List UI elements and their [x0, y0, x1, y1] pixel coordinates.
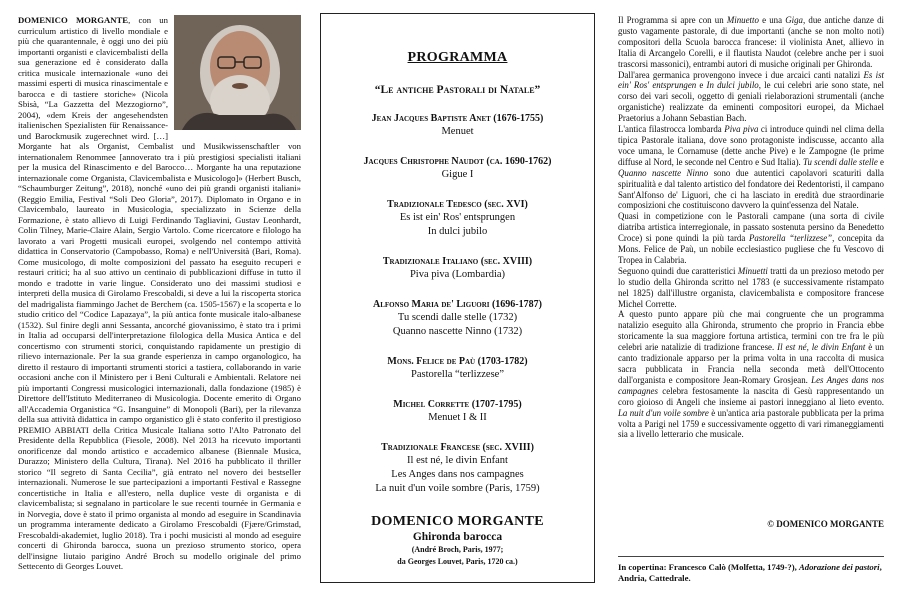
cover-caption: [618, 562, 884, 584]
work-title: La nuit d'un voile sombre (Paris, 1759): [375, 483, 540, 494]
divider-line: [618, 556, 884, 557]
work-title: Piva piva (Lombardia): [409, 269, 506, 280]
programme-box: [320, 13, 595, 583]
performer-portrait: [174, 15, 301, 130]
work-title: Es ist ein' Ros' entsprungen: [399, 212, 516, 223]
composer-name: Alfonso Maria de' Liguori (1696-1787): [373, 299, 542, 310]
notes-text: , concepita da Mons. Felice de Paù, un nobile ecclesiastico pugliese che fu Vescovo di Tropea in Calabria.: [618, 233, 884, 265]
instrument-note: da Georges Louvet, Paris, 1720 ca.): [397, 557, 518, 566]
notes-italic: Minuetto: [726, 15, 759, 25]
copyright-notice: © DOMENICO MORGANTE: [767, 519, 884, 529]
notes-paragraph: [618, 211, 884, 266]
programme-item: [321, 441, 594, 496]
notes-text: , due antiche danze di gusto vagamente pastorale, di due importanti (anche se non molto noti) compositori della Scuola barocca francese: il violinista Anet, allievo in Italia di Arcangelo Corelli, e il flautista Naudot (celebre anche per i suoi trascorsi massonici), entrambi autori di musiche originali per Ghironda.: [618, 15, 884, 69]
notes-text: e: [696, 80, 707, 91]
biography-body: , con un curriculum artistico di livello mondiale e più che quarantennale, è oggi uno dei più importanti organisti e clavicembalisti della sua generazione ed è considerato dalla critica musicale internazionale «uno dei massimi esperti di musica rinascimentale e barocca e di tastiere storiche» (Nicola Sbisà, “La Gazzetta del Mezzogiorno”, 2004), «dem Kreis der angesehendsten italienischen Spezialisten für Renaissance- und Barockmusik zugerechnet wird. […] Morgante hat als Organist, Cembalist und Musikwissenschaftler von internationalem Renommee [annoverato tra i più prestigiosi specialisti italiani per la musica del Rinascimento e del Barocco… Morgante ha una reputazione internazionale come Organista, Clavicembalista e Musicologo]» (Herbert Busch, “Schaumburger Zeitung”, 2018), nonché «uno dei più grandi organisti italiani» (Reggio Emilia, Festival “Soli Deo Gloria”, 2017). Diplomato in Organo e in Clavicembalo, laureato in Musicologia, specializzato in Scienze della Formazione, è stato allievo di Luigi Ferdinando Tagliavini, Gustav Leonhardt, Colin Tilney, Marie-Claire Alain, Sergio Vartolo. Come ricercatore e filologo ha lavorato a vari Progetti musicali europei, svolgendo nel contempo attività didattica in Conservatorio (Campobasso, Roma) e nell'Università (Bari, Roma). Come musicologo, di molte composizioni del passato ha eseguito recuperi e restauri critici; ha al suo attivo un centinaio di pubblicazioni diffuse in tutto il mondo e tradotte in varie lingue. Considerato uno dei massimi studiosi e interpreti della musica di Girolamo Frescobaldi, si deve a lui la riscoperta storica del madrigalista fiammingo Jachet de Berchem (ca. 1505-1567) e la scoperta e lo studio critico del “Codice Lapazaya”, la più antica fonte musicale italo-albanese (1532). Sul finire degli anni Sessanta, ancorché giovanissimo, è stato tra i primi in Italia ad occuparsi dell'interpretazione filologica della Musica Antica e del concertismo con strumenti storici, conquistando rapidamente un prestigio di rilievo internazionale. Per la sua grande esperienza in campo organologico, ha diretto il restauro di importanti strumenti storici a tastiera, collaborando in varie occasioni anche con il Ministero per i Beni Culturali e Ambientali. Relatore nei più importanti Congressi musicologici internazionali, dalla fondazione (1985) è Direttore dell'Istituto Mediterraneo di Musicologia. Docente emerito di Organo all'Accademia Organistica “G. Insanguine” di Monopoli (Bari), per la rilevanza della sua attività didattica in campo organistico gli è stato conferito il prestigioso PREMIO ABBIATI della Critica Musicale Italiana sotto l'Alto Patronato del Presidente della Repubblica (Fiesole, 2008). Nel 2013 ha ricevuto importanti onorificenze dal mondo artistico e accademico albanese (Biennale Musica, Durazzo; Ministero della Cultura, Tirana). Nel 2016 ha pubblicato il thriller storico “Il segreto di Santa Cecilia”, già entrato nel novero dei bestseller internazionali. Numerose le sue partecipazioni a importanti Festival e Rassegne concertistiche in Italia e all'estero, nella duplice veste di organista e di clavicembalista; si segnalano in particolare le sue recenti tournée in Germania e in Norvegia, dove è stato il primo organista al mondo ad eseguire in Scandinavia un programma interamente dedicato a Girolamo Frescobaldi (Fjære/Grimstad, Frescobaldi-akademiet, luglio 2018). Tra i pochi musicisti al mondo ad eseguire concerti di Ghironda barocca, suona un prezioso strumento storico, opera dell'insigne liutaio parigino André Broch su modello originale del primo Settecento di Georges Louvet.: [18, 15, 301, 571]
composer-name: Michel Corrette (1707-1795): [393, 399, 522, 410]
programme-item: [321, 112, 594, 139]
programme-item: [321, 355, 594, 382]
notes-paragraph: [618, 266, 884, 310]
notes-paragraph: [618, 15, 884, 70]
notes-text: è un'antica aria pastorale pubblicata per la prima volta a Parigi nel 1759 e successivamente oggetto di vari rimaneggiamenti sia a livello letterario che musicale.: [618, 407, 884, 440]
performer-name: DOMENICO MORGANTE: [18, 15, 129, 25]
work-title: Quanno nascette Ninno (1732): [392, 326, 523, 337]
notes-text: tratti da un prezioso metodo per lo studio della Ghironda scritto nel 1783 (e successivamente ristampato nel 1825) dall'illustre organista, clavicembalista e compositore francese Michel Corrette.: [618, 265, 884, 309]
notes-italic: Es ist ein' Ros' entsprungen: [618, 69, 885, 91]
notes-paragraph: [618, 70, 884, 125]
notes-text: e: [877, 156, 884, 167]
notes-text: L'antica filastrocca lombarda: [618, 124, 725, 135]
notes-italic: Pastorella “terlizzese”: [748, 233, 833, 244]
composer-name: Mons. Felice de Paù (1703-1782): [387, 356, 528, 367]
work-title: Tu scendi dalle stelle (1732): [397, 312, 518, 323]
portrait-illustration: [174, 15, 301, 130]
notes-paragraph: [618, 309, 884, 440]
notes-italic: Piva piva: [724, 124, 759, 135]
biography-column: [18, 15, 301, 572]
notes-text: , le cui celebri arie sono state, nel corso dei vari secoli, oggetto di geniali rielaborazioni strumentali (anche organistiche) realizzate da eminenti compositori europei, da Michael Praetorius a Johann Sebastian Bach.: [618, 80, 885, 124]
performer-heading: DOMENICO MORGANTE: [371, 514, 544, 529]
work-title: In dulci jubilo: [427, 226, 488, 237]
notes-text: e una: [758, 15, 786, 25]
notes-text: Seguono quindi due caratteristici: [618, 265, 738, 276]
programme-item: [321, 298, 594, 339]
notes-italic: Tu scendi dalle stelle: [803, 156, 878, 167]
caption-text: In copertina: Francesco Calò (Molfetta, 1749-?),: [618, 562, 799, 572]
notes-text: Quasi in competizione con le Pastorali campane (una sorta di civile diatriba artistica interregionale, in passato sostenuta persino da Benedetto Croce) si pone quindi la più tarda: [618, 211, 884, 244]
notes-italic: Il est né, le divin Enfant: [777, 342, 866, 353]
instrument-name: Ghironda barocca: [412, 531, 503, 543]
instrument-note: (André Broch, Paris, 1977;: [411, 545, 504, 554]
composer-name: Tradizionale Tedesco (sec. XVI): [387, 199, 528, 210]
composer-name: Jacques Christophe Naudot (ca. 1690-1762): [363, 156, 552, 167]
programme-item: [321, 255, 594, 282]
notes-italic: Minuetti: [737, 265, 768, 276]
composer-name: Tradizionale Francese (sec. XVIII): [381, 442, 534, 453]
programme-notes-column: [618, 15, 884, 440]
composer-name: Tradizionale Italiano (sec. XVIII): [382, 256, 533, 267]
work-title: Pastorella “terlizzese”: [411, 369, 504, 380]
notes-italic: In dulci jubilo: [706, 80, 759, 91]
notes-text: ci introduce quindi nel clima della tipica Pastorale italiana, dove sono protagoniste indiscusse, accanto alla voce umana, le Cornamuse (dette anche Pive) e le Zampogne (le prime diffuse al Nord, le seconde nel Centro e Sud Italia).: [618, 124, 885, 167]
work-title: Gigue I: [441, 169, 474, 180]
notes-text: Dall'area germanica provengono invece i due arcaici canti natalizi: [618, 69, 864, 80]
programme-item: [321, 198, 594, 239]
notes-text: sono due autentici capolavori scaturiti dalla spiritualità e dal talento artistico del fondatore dei Redentoristi, il campano Sant'Alfonso de' Liguori, che ci ha lasciato in eredità due straordinarie composizioni che costituiscono davvero la quint'essenza del Natale.: [618, 167, 884, 211]
composer-name: Jean Jacques Baptiste Anet (1676-1755): [371, 113, 544, 124]
notes-text: celebra festosamente la nascita di Gesù rappresentando un coro gioioso di Angeli che insieme ai pastori inneggiano al lieto evento.: [618, 385, 884, 407]
notes-paragraph: [618, 124, 884, 211]
work-title: Menuet: [441, 126, 474, 137]
notes-italic: Giga: [785, 15, 803, 25]
programme-item: [321, 155, 594, 182]
work-title: Menuet I & II: [428, 412, 487, 423]
notes-text: A questo punto appare più che mai congruente che un programma natalizio eseguito alla Ghironda, strumento che proprio in Francia ebbe storicamente la sua maggiore fortuna artistica, termini con tre fra le più celebri arie natalizie di tradizione francese.: [618, 309, 884, 353]
caption-text: , Andria, Cattedrale.: [618, 562, 882, 583]
programme-subtitle: “Le antiche Pastorali di Natale”: [374, 84, 541, 96]
notes-italic: La nuit d'un voile sombre: [618, 407, 709, 418]
notes-italic: Quanno nascette Ninno: [618, 167, 709, 178]
work-title: Il est né, le divin Enfant: [407, 455, 508, 466]
notes-text: Il Programma si apre con un: [618, 15, 727, 25]
notes-text: è un canto tradizionale apparso per la prima volta in una raccolta di musica sacra pubblicata in Francia nella seconda metà dell'Ottocento dall'organista e compositore Jean-Romary Grosjean.: [618, 342, 884, 385]
work-title: Les Anges dans nos campagnes: [391, 469, 524, 480]
caption-artwork-title: Adorazione dei pastori: [798, 562, 880, 572]
programme-item: [321, 398, 594, 425]
programme-title: PROGRAMMA: [407, 50, 508, 65]
notes-italic: Les Anges dans nos campagnes: [618, 374, 884, 396]
